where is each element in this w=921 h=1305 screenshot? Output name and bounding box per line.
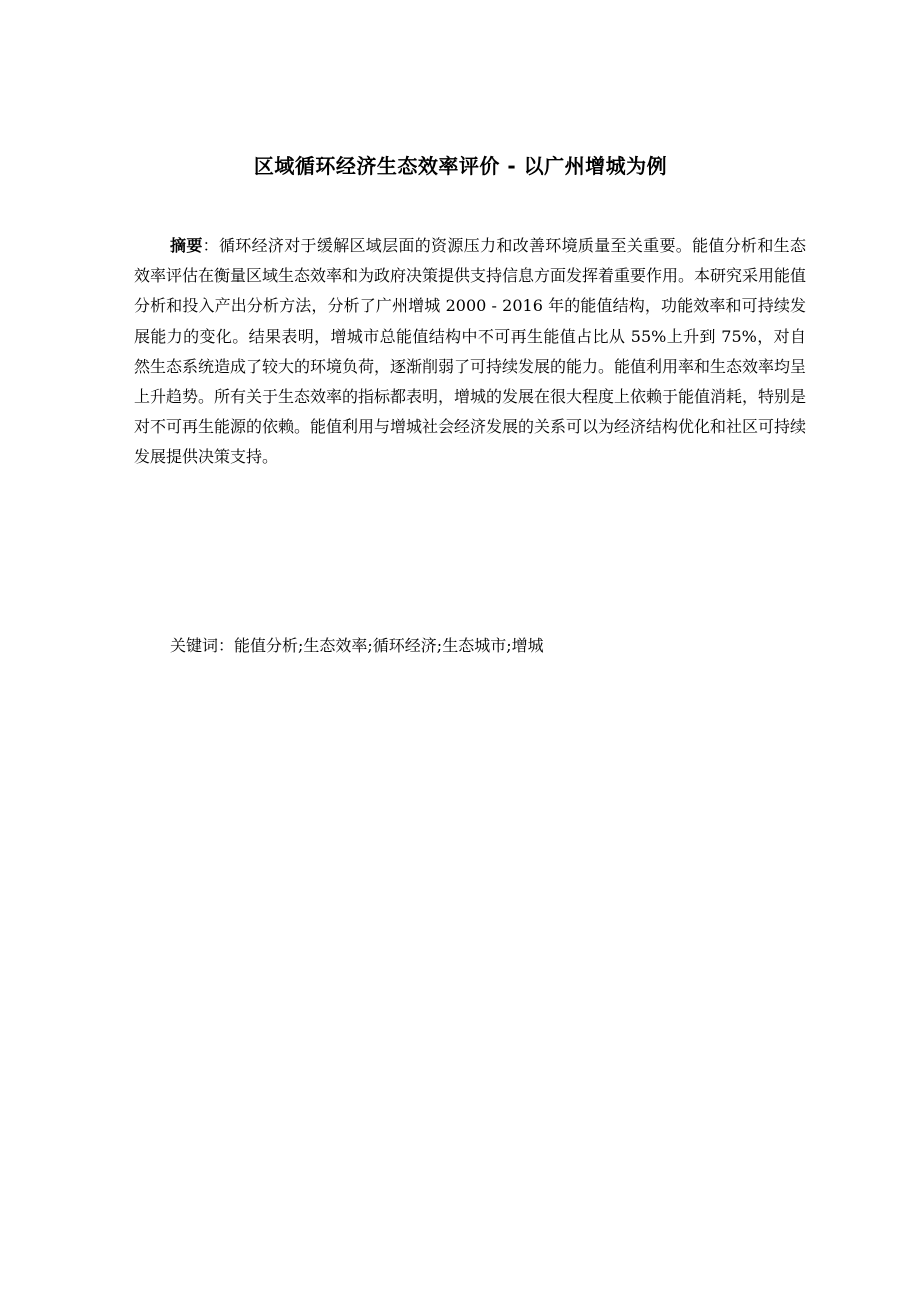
abstract-paragraph — [134, 231, 806, 473]
abstract-label: 摘要 — [170, 236, 203, 255]
keywords-text: 能值分析;生态效率;循环经济;生态城市;增城 — [234, 636, 544, 655]
paper-title: 区域循环经济生态效率评价 - 以广州增城为例 — [253, 154, 668, 178]
keywords-label: 关键词： — [170, 636, 235, 655]
abstract-separator: ： — [202, 236, 219, 255]
keywords-line — [170, 632, 544, 660]
abstract-text: 循环经济对于缓解区域层面的资源压力和改善环境质量至关重要。能值分析和生态效率评估在衡量区域生态效率和为政府决策提供支持信息方面发挥着重要作用。本研究采用能值分析和投入产出分析方法，分析了广州增城 2000 - 2016 年的能值结构，功能效率和可持续发展能力的变化。结果表明，增城市总能值结构中不可再生能值占比从 55%上升到 75%，对自然生态系统造成了较大的环境负荷，逐渐削弱了可持续发展的能力。能值利用率和生态效率均呈上升趋势。所有关于生态效率的指标都表明，增城的发展在很大程度上依赖于能值消耗，特别是对不可再生能源的依赖。能值利用与增城社会经济发展的关系可以为经济结构优化和社区可持续发展提供决策支持。 — [134, 236, 807, 467]
